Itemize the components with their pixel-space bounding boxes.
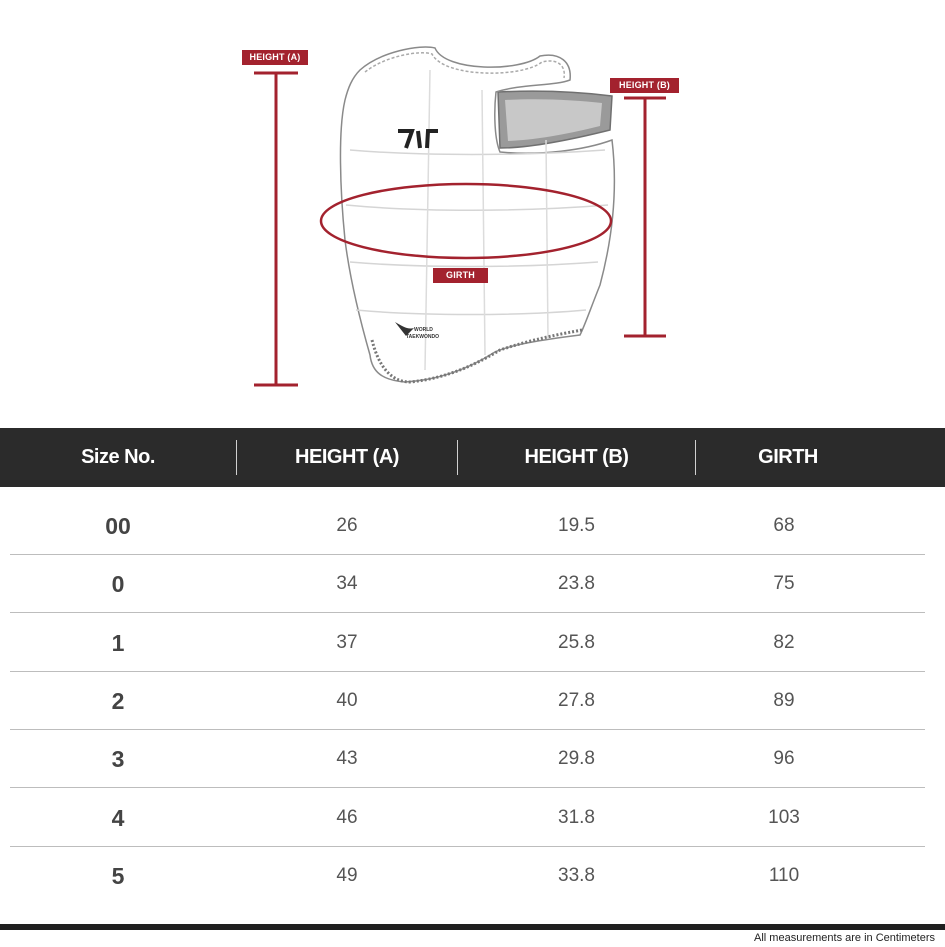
- cell-height-a: 46: [336, 807, 358, 828]
- height-a-measure-line: [254, 73, 298, 385]
- cell-height-b: 29.8: [558, 748, 595, 769]
- height-a-tag: HEIGHT (A): [242, 50, 308, 65]
- table-row: [10, 614, 925, 672]
- footer-bar: [0, 924, 945, 930]
- cell-girth: 103: [768, 807, 800, 828]
- chest-protector-illustration: [0, 0, 945, 420]
- header-size-no: Size No.: [81, 446, 155, 468]
- cell-size: 00: [105, 513, 131, 539]
- cell-height-a: 43: [336, 748, 358, 769]
- table-row: [10, 730, 925, 788]
- table-row: [10, 789, 925, 847]
- cell-height-b: 19.5: [558, 515, 595, 536]
- cell-girth: 82: [773, 632, 795, 653]
- table-row: [10, 672, 925, 730]
- cell-height-b: 33.8: [558, 865, 595, 886]
- cell-height-b: 31.8: [558, 807, 595, 828]
- cell-girth: 75: [773, 573, 795, 594]
- size-table-header: [0, 428, 945, 487]
- table-row: [10, 555, 925, 613]
- cell-height-a: 37: [336, 632, 358, 653]
- wt-logo-line2: TAEKWONDO: [406, 334, 439, 340]
- header-height-a: HEIGHT (A): [295, 446, 399, 468]
- cell-size: 1: [111, 630, 125, 656]
- height-b-measure-line: [624, 98, 666, 336]
- cell-girth: 96: [773, 748, 795, 769]
- measurement-footnote: All measurements are in Centimeters: [754, 932, 935, 944]
- cell-height-a: 40: [336, 690, 358, 711]
- cell-girth: 110: [768, 865, 800, 886]
- header-height-b: HEIGHT (B): [524, 446, 629, 468]
- cell-height-a: 26: [336, 515, 358, 536]
- header-girth: GIRTH: [758, 446, 818, 468]
- cell-size: 2: [111, 688, 125, 714]
- cell-size: 5: [111, 863, 125, 889]
- cell-height-a: 34: [336, 573, 358, 594]
- cell-size: 3: [111, 746, 125, 772]
- cell-size: 0: [111, 571, 125, 597]
- height-b-tag: HEIGHT (B): [610, 78, 679, 93]
- table-row: [10, 847, 925, 905]
- cell-girth: 68: [773, 515, 795, 536]
- wt-logo-line1: WORLD: [414, 327, 433, 333]
- cell-height-a: 49: [336, 865, 358, 886]
- girth-tag: GIRTH: [433, 268, 488, 283]
- cell-height-b: 27.8: [558, 690, 595, 711]
- row-divider: [10, 787, 925, 788]
- vest-shape: [340, 47, 614, 382]
- cell-height-b: 23.8: [558, 573, 595, 594]
- row-divider: [10, 612, 925, 613]
- cell-size: 4: [111, 805, 125, 831]
- cell-height-b: 25.8: [558, 632, 595, 653]
- product-diagram: [0, 0, 945, 420]
- cell-girth: 89: [773, 690, 795, 711]
- table-row: [10, 497, 925, 555]
